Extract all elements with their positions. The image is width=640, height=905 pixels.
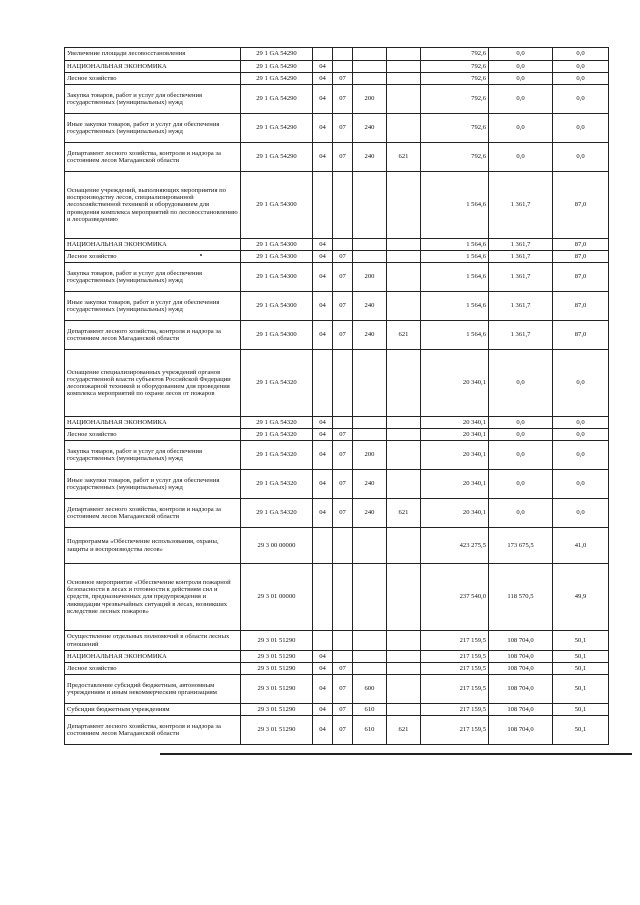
row-subsection: 07 bbox=[333, 716, 353, 745]
row-percent: 0,0 bbox=[553, 441, 609, 470]
row-expense-type: 240 bbox=[353, 321, 387, 350]
table-row bbox=[65, 73, 609, 85]
row-expense-type: 200 bbox=[353, 441, 387, 470]
row-grbs bbox=[387, 61, 421, 73]
row-percent: 50,1 bbox=[553, 704, 609, 716]
row-plan: 1 564,6 bbox=[421, 292, 489, 321]
row-section bbox=[313, 172, 333, 239]
row-fact: 0,0 bbox=[489, 417, 553, 429]
row-code: 29 1 GA 54290 bbox=[241, 143, 313, 172]
row-section bbox=[313, 631, 333, 651]
row-expense-type bbox=[353, 239, 387, 251]
row-fact: 0,0 bbox=[489, 470, 553, 499]
row-plan: 20 340,1 bbox=[421, 441, 489, 470]
row-subsection: 07 bbox=[333, 263, 353, 292]
row-fact: 108 704,0 bbox=[489, 716, 553, 745]
row-plan: 792,6 bbox=[421, 143, 489, 172]
row-fact: 0,0 bbox=[489, 143, 553, 172]
row-percent: 87,0 bbox=[553, 172, 609, 239]
row-grbs bbox=[387, 48, 421, 61]
row-name: Лесное хозяйство bbox=[65, 663, 241, 675]
row-code: 29 1 GA 54290 bbox=[241, 61, 313, 73]
table-body bbox=[65, 48, 609, 745]
row-section: 04 bbox=[313, 417, 333, 429]
table-row bbox=[65, 675, 609, 704]
row-name: Иные закупки товаров, работ и услуг для обеспечения государственных (муниципальных) нужд bbox=[65, 114, 241, 143]
row-code: 29 1 GA 54290 bbox=[241, 114, 313, 143]
row-section: 04 bbox=[313, 292, 333, 321]
row-grbs bbox=[387, 239, 421, 251]
row-name: Закупка товаров, работ и услуг для обеспечения государственных (муниципальных) нужд bbox=[65, 85, 241, 114]
row-fact: 0,0 bbox=[489, 441, 553, 470]
row-percent: 50,1 bbox=[553, 631, 609, 651]
row-code: 29 1 GA 54300 bbox=[241, 292, 313, 321]
row-name: Осуществление отдельных полномочий в области лесных отношений bbox=[65, 631, 241, 651]
table-row bbox=[65, 114, 609, 143]
row-subsection: 07 bbox=[333, 675, 353, 704]
row-name: Предоставление субсидий бюджетным, автономным учреждениям и иным некоммерческим организациям bbox=[65, 675, 241, 704]
row-subsection: 07 bbox=[333, 251, 353, 263]
row-plan: 792,6 bbox=[421, 114, 489, 143]
row-code: 29 3 01 51290 bbox=[241, 631, 313, 651]
row-grbs: 621 bbox=[387, 143, 421, 172]
row-fact: 173 675,5 bbox=[489, 528, 553, 564]
row-fact: 108 704,0 bbox=[489, 631, 553, 651]
row-percent: 49,9 bbox=[553, 564, 609, 631]
row-plan: 237 540,0 bbox=[421, 564, 489, 631]
row-section bbox=[313, 350, 333, 417]
row-subsection bbox=[333, 528, 353, 564]
row-grbs: 621 bbox=[387, 321, 421, 350]
row-subsection: 07 bbox=[333, 143, 353, 172]
row-section: 04 bbox=[313, 251, 333, 263]
row-subsection: 07 bbox=[333, 292, 353, 321]
row-expense-type bbox=[353, 48, 387, 61]
row-subsection bbox=[333, 631, 353, 651]
table-row bbox=[65, 528, 609, 564]
row-grbs bbox=[387, 631, 421, 651]
row-plan: 20 340,1 bbox=[421, 499, 489, 528]
row-name: Департамент лесного хозяйства, контроля и надзора за состоянием лесов Магаданской области bbox=[65, 143, 241, 172]
row-grbs bbox=[387, 417, 421, 429]
row-percent: 0,0 bbox=[553, 417, 609, 429]
table-row bbox=[65, 716, 609, 745]
row-code: 29 3 01 51290 bbox=[241, 704, 313, 716]
row-grbs bbox=[387, 564, 421, 631]
table-row bbox=[65, 499, 609, 528]
row-section: 04 bbox=[313, 239, 333, 251]
row-subsection: 07 bbox=[333, 114, 353, 143]
row-plan: 217 159,5 bbox=[421, 663, 489, 675]
row-section: 04 bbox=[313, 143, 333, 172]
row-code: 29 1 GA 54300 bbox=[241, 263, 313, 292]
row-plan: 1 564,6 bbox=[421, 251, 489, 263]
row-grbs bbox=[387, 470, 421, 499]
row-percent: 0,0 bbox=[553, 48, 609, 61]
table-row bbox=[65, 61, 609, 73]
table-row bbox=[65, 239, 609, 251]
row-name: Основное мероприятие «Обеспечение контроля пожарной безопасности в лесах и готовности к действиям сил и средств, предназначенных для предупреждения и ликвидации чрезвычайных ситуаций в лесах, возникших вследствие лесных пожаров» bbox=[65, 564, 241, 631]
row-expense-type bbox=[353, 61, 387, 73]
row-grbs bbox=[387, 292, 421, 321]
row-expense-type bbox=[353, 417, 387, 429]
row-plan: 792,6 bbox=[421, 85, 489, 114]
row-plan: 20 340,1 bbox=[421, 429, 489, 441]
row-subsection bbox=[333, 61, 353, 73]
row-grbs bbox=[387, 528, 421, 564]
row-grbs: 621 bbox=[387, 499, 421, 528]
row-name: Субсидии бюджетным учреждениям bbox=[65, 704, 241, 716]
row-code: 29 1 GA 54290 bbox=[241, 85, 313, 114]
row-code: 29 1 GA 54300 bbox=[241, 172, 313, 239]
row-fact: 118 570,5 bbox=[489, 564, 553, 631]
row-code: 29 3 01 51290 bbox=[241, 716, 313, 745]
row-section: 04 bbox=[313, 429, 333, 441]
row-subsection bbox=[333, 564, 353, 631]
row-fact: 0,0 bbox=[489, 85, 553, 114]
row-name: НАЦИОНАЛЬНАЯ ЭКОНОМИКА bbox=[65, 417, 241, 429]
table-row bbox=[65, 663, 609, 675]
row-percent: 50,1 bbox=[553, 716, 609, 745]
table-row bbox=[65, 292, 609, 321]
row-percent: 50,1 bbox=[553, 651, 609, 663]
row-plan: 1 564,6 bbox=[421, 239, 489, 251]
row-subsection bbox=[333, 651, 353, 663]
row-name: Департамент лесного хозяйства, контроля и надзора за состоянием лесов Магаданской области bbox=[65, 321, 241, 350]
row-expense-type: 240 bbox=[353, 470, 387, 499]
row-subsection: 07 bbox=[333, 85, 353, 114]
row-name: Лесное хозяйство bbox=[65, 251, 241, 263]
row-section: 04 bbox=[313, 499, 333, 528]
row-plan: 1 564,6 bbox=[421, 321, 489, 350]
row-grbs bbox=[387, 73, 421, 85]
row-expense-type: 610 bbox=[353, 704, 387, 716]
row-percent: 87,0 bbox=[553, 239, 609, 251]
row-section: 04 bbox=[313, 61, 333, 73]
row-plan: 217 159,5 bbox=[421, 675, 489, 704]
row-subsection bbox=[333, 172, 353, 239]
row-code: 29 3 01 00000 bbox=[241, 564, 313, 631]
row-fact: 108 704,0 bbox=[489, 663, 553, 675]
row-fact: 0,0 bbox=[489, 73, 553, 85]
row-fact: 108 704,0 bbox=[489, 675, 553, 704]
row-plan: 792,6 bbox=[421, 73, 489, 85]
row-section bbox=[313, 528, 333, 564]
row-expense-type bbox=[353, 631, 387, 651]
row-section: 04 bbox=[313, 441, 333, 470]
table-row bbox=[65, 631, 609, 651]
row-fact: 1 361,7 bbox=[489, 292, 553, 321]
row-grbs bbox=[387, 263, 421, 292]
row-expense-type bbox=[353, 429, 387, 441]
row-plan: 20 340,1 bbox=[421, 417, 489, 429]
row-code: 29 1 GA 54300 bbox=[241, 239, 313, 251]
row-section: 04 bbox=[313, 704, 333, 716]
row-code: 29 3 01 51290 bbox=[241, 651, 313, 663]
row-name: Департамент лесного хозяйства, контроля и надзора за состоянием лесов Магаданской области bbox=[65, 499, 241, 528]
table-row bbox=[65, 564, 609, 631]
row-section: 04 bbox=[313, 663, 333, 675]
row-code: 29 3 00 00000 bbox=[241, 528, 313, 564]
row-code: 29 1 GA 54320 bbox=[241, 429, 313, 441]
row-grbs bbox=[387, 172, 421, 239]
table-row bbox=[65, 85, 609, 114]
row-fact: 0,0 bbox=[489, 114, 553, 143]
row-section: 04 bbox=[313, 651, 333, 663]
row-expense-type: 200 bbox=[353, 85, 387, 114]
row-name: Лесное хозяйство bbox=[65, 429, 241, 441]
table-row bbox=[65, 251, 609, 263]
row-plan: 792,6 bbox=[421, 48, 489, 61]
row-subsection: 07 bbox=[333, 73, 353, 85]
row-expense-type bbox=[353, 651, 387, 663]
row-fact: 1 361,7 bbox=[489, 239, 553, 251]
row-code: 29 1 GA 54290 bbox=[241, 48, 313, 61]
row-expense-type bbox=[353, 350, 387, 417]
row-subsection: 07 bbox=[333, 499, 353, 528]
row-plan: 217 159,5 bbox=[421, 651, 489, 663]
row-name: НАЦИОНАЛЬНАЯ ЭКОНОМИКА bbox=[65, 239, 241, 251]
table-row bbox=[65, 651, 609, 663]
row-percent: 87,0 bbox=[553, 263, 609, 292]
row-subsection: 07 bbox=[333, 470, 353, 499]
row-grbs bbox=[387, 251, 421, 263]
row-expense-type bbox=[353, 528, 387, 564]
row-expense-type: 240 bbox=[353, 499, 387, 528]
budget-table bbox=[64, 47, 609, 745]
table-row bbox=[65, 470, 609, 499]
row-name: Оснащение специализированных учреждений органов государственной власти субъектов Российской Федерации лесопожарной техникой и оборудованием для проведения комплекса мероприятий по охране лесов от пожаров bbox=[65, 350, 241, 417]
row-name: Закупка товаров, работ и услуг для обеспечения государственных (муниципальных) нужд bbox=[65, 441, 241, 470]
row-percent: 0,0 bbox=[553, 73, 609, 85]
row-fact: 108 704,0 bbox=[489, 651, 553, 663]
row-section: 04 bbox=[313, 114, 333, 143]
row-percent: 0,0 bbox=[553, 470, 609, 499]
row-plan: 20 340,1 bbox=[421, 470, 489, 499]
row-fact: 0,0 bbox=[489, 499, 553, 528]
row-subsection: 07 bbox=[333, 429, 353, 441]
row-percent: 87,0 bbox=[553, 321, 609, 350]
row-subsection bbox=[333, 417, 353, 429]
row-code: 29 1 GA 54320 bbox=[241, 499, 313, 528]
row-plan: 217 159,5 bbox=[421, 704, 489, 716]
row-expense-type: 600 bbox=[353, 675, 387, 704]
row-subsection: 07 bbox=[333, 441, 353, 470]
table-row bbox=[65, 417, 609, 429]
row-name: НАЦИОНАЛЬНАЯ ЭКОНОМИКА bbox=[65, 651, 241, 663]
row-name: Оснащение учреждений, выполняющих мероприятия по воспроизводству лесов, специализированной лесохозяйственной техникой и оборудованием для проведения комплекса мероприятий по лесовосстановлению и лесоразведению bbox=[65, 172, 241, 239]
table-row bbox=[65, 429, 609, 441]
row-grbs bbox=[387, 651, 421, 663]
row-name: Лесное хозяйство bbox=[65, 73, 241, 85]
row-percent: 0,0 bbox=[553, 61, 609, 73]
row-name: Подпрограмма «Обеспечение использования, охраны, защиты и воспроизводства лесов» bbox=[65, 528, 241, 564]
row-expense-type: 610 bbox=[353, 716, 387, 745]
row-subsection: 07 bbox=[333, 321, 353, 350]
bottom-divider bbox=[160, 753, 632, 755]
row-grbs bbox=[387, 663, 421, 675]
table-row bbox=[65, 441, 609, 470]
row-name: НАЦИОНАЛЬНАЯ ЭКОНОМИКА bbox=[65, 61, 241, 73]
row-percent: 0,0 bbox=[553, 499, 609, 528]
row-section: 04 bbox=[313, 716, 333, 745]
row-subsection: 07 bbox=[333, 704, 353, 716]
row-plan: 792,6 bbox=[421, 61, 489, 73]
row-fact: 0,0 bbox=[489, 61, 553, 73]
row-grbs bbox=[387, 429, 421, 441]
row-fact: 108 704,0 bbox=[489, 704, 553, 716]
row-section: 04 bbox=[313, 321, 333, 350]
row-fact: 1 361,7 bbox=[489, 172, 553, 239]
row-code: 29 1 GA 54320 bbox=[241, 441, 313, 470]
row-percent: 87,0 bbox=[553, 292, 609, 321]
row-code: 29 1 GA 54290 bbox=[241, 73, 313, 85]
row-name: Иные закупки товаров, работ и услуг для обеспечения государственных (муниципальных) нужд bbox=[65, 470, 241, 499]
row-expense-type: 200 bbox=[353, 263, 387, 292]
row-code: 29 3 01 51290 bbox=[241, 675, 313, 704]
scan-mark bbox=[200, 254, 202, 256]
table-row bbox=[65, 172, 609, 239]
table-row bbox=[65, 48, 609, 61]
row-percent: 0,0 bbox=[553, 429, 609, 441]
row-plan: 217 159,5 bbox=[421, 631, 489, 651]
table-row bbox=[65, 263, 609, 292]
row-grbs bbox=[387, 675, 421, 704]
row-code: 29 1 GA 54300 bbox=[241, 251, 313, 263]
row-expense-type: 240 bbox=[353, 292, 387, 321]
row-name: Увеличение площади лесовосстановления bbox=[65, 48, 241, 61]
row-code: 29 1 GA 54320 bbox=[241, 350, 313, 417]
row-subsection bbox=[333, 239, 353, 251]
row-code: 29 1 GA 54320 bbox=[241, 417, 313, 429]
row-plan: 423 275,5 bbox=[421, 528, 489, 564]
table-row bbox=[65, 350, 609, 417]
row-grbs bbox=[387, 704, 421, 716]
row-grbs bbox=[387, 441, 421, 470]
row-section: 04 bbox=[313, 263, 333, 292]
row-fact: 1 361,7 bbox=[489, 263, 553, 292]
row-subsection bbox=[333, 48, 353, 61]
row-section: 04 bbox=[313, 85, 333, 114]
row-percent: 50,1 bbox=[553, 663, 609, 675]
row-percent: 41,0 bbox=[553, 528, 609, 564]
row-plan: 1 564,6 bbox=[421, 263, 489, 292]
row-percent: 0,0 bbox=[553, 350, 609, 417]
row-expense-type bbox=[353, 564, 387, 631]
row-expense-type bbox=[353, 251, 387, 263]
row-subsection: 07 bbox=[333, 663, 353, 675]
row-plan: 217 159,5 bbox=[421, 716, 489, 745]
row-name: Департамент лесного хозяйства, контроля и надзора за состоянием лесов Магаданской области bbox=[65, 716, 241, 745]
row-percent: 0,0 bbox=[553, 85, 609, 114]
row-expense-type bbox=[353, 73, 387, 85]
table-row bbox=[65, 321, 609, 350]
row-code: 29 3 01 51290 bbox=[241, 663, 313, 675]
row-fact: 1 361,7 bbox=[489, 321, 553, 350]
row-expense-type bbox=[353, 172, 387, 239]
row-section: 04 bbox=[313, 675, 333, 704]
row-code: 29 1 GA 54320 bbox=[241, 470, 313, 499]
row-section bbox=[313, 564, 333, 631]
row-grbs bbox=[387, 350, 421, 417]
row-fact: 0,0 bbox=[489, 48, 553, 61]
row-name: Иные закупки товаров, работ и услуг для обеспечения государственных (муниципальных) нужд bbox=[65, 292, 241, 321]
row-code: 29 1 GA 54300 bbox=[241, 321, 313, 350]
row-name: Закупка товаров, работ и услуг для обеспечения государственных (муниципальных) нужд bbox=[65, 263, 241, 292]
row-percent: 87,0 bbox=[553, 251, 609, 263]
row-plan: 1 564,6 bbox=[421, 172, 489, 239]
row-grbs bbox=[387, 85, 421, 114]
row-section: 04 bbox=[313, 73, 333, 85]
row-percent: 0,0 bbox=[553, 114, 609, 143]
row-fact: 1 361,7 bbox=[489, 251, 553, 263]
row-section bbox=[313, 48, 333, 61]
row-percent: 0,0 bbox=[553, 143, 609, 172]
row-grbs: 621 bbox=[387, 716, 421, 745]
row-plan: 20 340,1 bbox=[421, 350, 489, 417]
table-row bbox=[65, 143, 609, 172]
row-expense-type: 240 bbox=[353, 143, 387, 172]
row-section: 04 bbox=[313, 470, 333, 499]
row-expense-type: 240 bbox=[353, 114, 387, 143]
row-subsection bbox=[333, 350, 353, 417]
table-row bbox=[65, 704, 609, 716]
row-fact: 0,0 bbox=[489, 429, 553, 441]
row-expense-type bbox=[353, 663, 387, 675]
row-grbs bbox=[387, 114, 421, 143]
row-fact: 0,0 bbox=[489, 350, 553, 417]
row-percent: 50,1 bbox=[553, 675, 609, 704]
